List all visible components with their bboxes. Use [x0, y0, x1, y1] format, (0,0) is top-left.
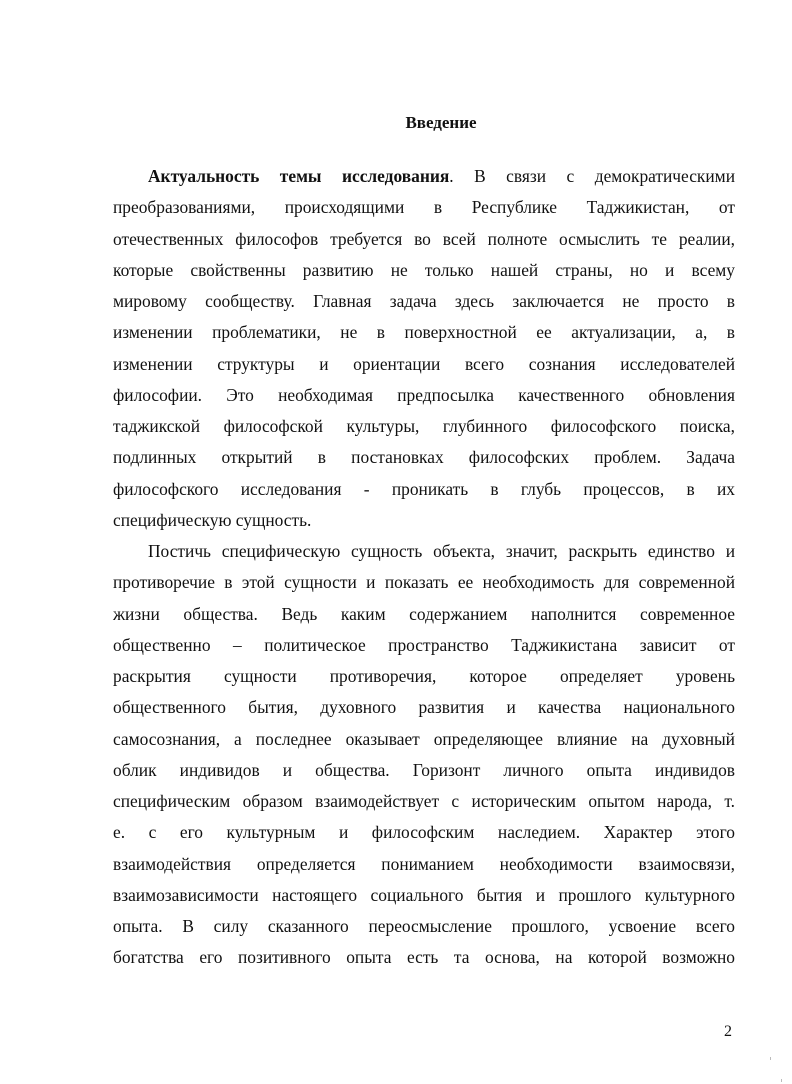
page-number: 2	[724, 1023, 732, 1040]
text-line: самосознания, а последнее оказывает определяющее влияние на духовный	[113, 729, 735, 749]
text-line: преобразованиями, происходящими в Республике Таджикистан, от	[113, 197, 735, 217]
text-line: философского исследования - проникать в глубь процессов, в их	[113, 479, 735, 499]
text-line: специфическую сущность.	[113, 510, 312, 530]
text-line: которые свойственны развитию не только нашей страны, но и всему	[113, 260, 735, 280]
text-line: мировому сообществу. Главная задача здесь заключается не просто в	[113, 291, 735, 311]
text-line: подлинных открытий в постановках философских проблем. Задача	[113, 447, 735, 467]
text-line: взаимозависимости настоящего социального бытия и прошлого культурного	[113, 885, 735, 905]
text-line: взаимодействия определяется пониманием необходимости взаимосвязи,	[113, 854, 735, 874]
scan-speck	[770, 1057, 771, 1060]
text-line: противоречие в этой сущности и показать ее необходимость для современной	[113, 572, 735, 592]
text-line: облик индивидов и общества. Горизонт личного опыта индивидов	[113, 760, 735, 780]
scan-speck	[781, 1079, 782, 1082]
text-line: е. с его культурным и философским наследием. Характер этого	[113, 822, 735, 842]
text-line: общественно – политическое пространство Таджикистана зависит от	[113, 635, 735, 655]
text-line: богатства его позитивного опыта есть та основа, на которой возможно	[113, 947, 735, 967]
text-line: Постичь специфическую сущность объекта, значит, раскрыть единство и	[148, 541, 735, 561]
section-title: Введение	[405, 113, 477, 132]
text-line: опыта. В силу сказанного переосмысление прошлого, усвоение всего	[113, 916, 735, 936]
text-line: общественного бытия, духовного развития и качества национального	[113, 697, 735, 717]
bold-lead: Актуальность темы исследования	[148, 166, 450, 186]
text-line: специфическим образом взаимодействует с историческим опытом народа, т.	[113, 791, 735, 811]
text-line: раскрытия сущности противоречия, которое определяет уровень	[113, 666, 735, 686]
text-line: Актуальность темы исследования. В связи с демократическими	[148, 166, 735, 186]
text-line: отечественных философов требуется во всей полноте осмыслить те реалии,	[113, 229, 735, 249]
text-line: жизни общества. Ведь каким содержанием наполнится современное	[113, 604, 735, 624]
text-line: изменении структуры и ориентации всего сознания исследователей	[113, 354, 735, 374]
text-line: таджикской философской культуры, глубинного философского поиска,	[113, 416, 735, 436]
text-line: философии. Это необходимая предпосылка качественного обновления	[113, 385, 735, 405]
text-line: изменении проблематики, не в поверхностной ее актуализации, а, в	[113, 322, 735, 342]
